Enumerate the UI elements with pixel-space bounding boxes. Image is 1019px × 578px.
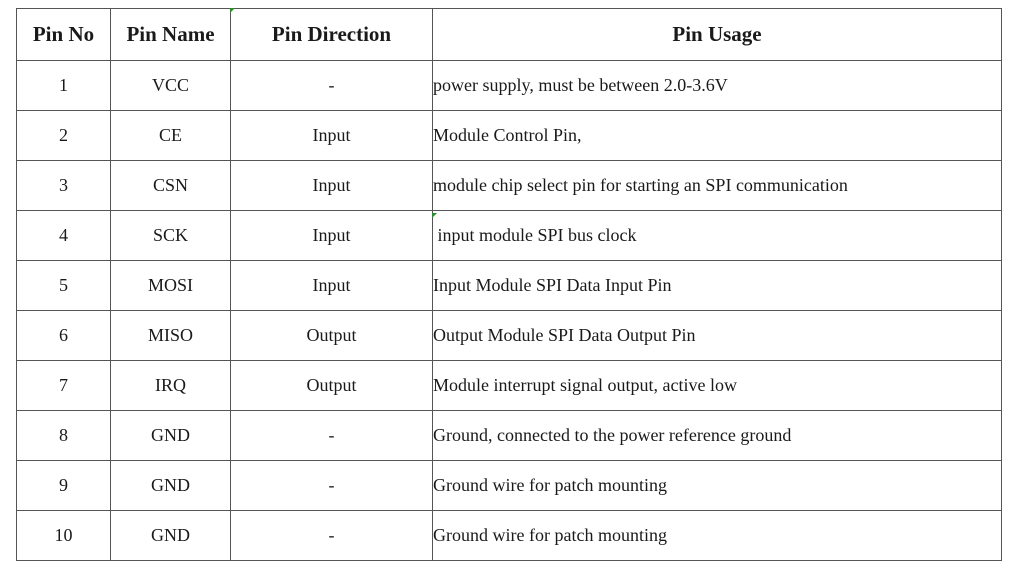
pin-no-cell: 10 xyxy=(17,511,111,561)
pin-direction-cell: Output xyxy=(231,311,433,361)
pin-no-cell: 5 xyxy=(17,261,111,311)
pin-direction-cell: - xyxy=(231,511,433,561)
pin-usage-cell: Output Module SPI Data Output Pin xyxy=(433,311,1002,361)
pin-name-cell: SCK xyxy=(111,211,231,261)
pin-name-cell: VCC xyxy=(111,61,231,111)
pin-table xyxy=(16,8,1002,561)
pin-direction-cell: Input xyxy=(231,211,433,261)
table-row xyxy=(17,311,1002,361)
table-body xyxy=(17,61,1002,561)
pin-no-cell: 9 xyxy=(17,461,111,511)
header-pin-direction: Pin Direction xyxy=(231,9,433,61)
pin-usage-cell: Input Module SPI Data Input Pin xyxy=(433,261,1002,311)
pin-usage-cell: Ground, connected to the power reference ground xyxy=(433,411,1002,461)
pin-name-cell: IRQ xyxy=(111,361,231,411)
pin-usage-cell: Ground wire for patch mounting xyxy=(433,461,1002,511)
pin-name-cell: MISO xyxy=(111,311,231,361)
pin-direction-cell: Input xyxy=(231,161,433,211)
pin-usage-cell: Module Control Pin, xyxy=(433,111,1002,161)
pin-name-cell: GND xyxy=(111,511,231,561)
pin-usage-cell: Module interrupt signal output, active low xyxy=(433,361,1002,411)
table-row xyxy=(17,461,1002,511)
pin-name-cell: MOSI xyxy=(111,261,231,311)
pin-usage-cell: module chip select pin for starting an SPI communication xyxy=(433,161,1002,211)
pin-direction-cell: Output xyxy=(231,361,433,411)
table-row xyxy=(17,111,1002,161)
pin-name-cell: GND xyxy=(111,461,231,511)
table-row xyxy=(17,511,1002,561)
header-pin-name: Pin Name xyxy=(111,9,231,61)
pin-no-cell: 4 xyxy=(17,211,111,261)
pin-direction-cell: Input xyxy=(231,261,433,311)
pin-no-cell: 3 xyxy=(17,161,111,211)
pin-usage-cell: input module SPI bus clock xyxy=(433,211,1002,261)
header-row xyxy=(17,9,1002,61)
pin-name-cell: CSN xyxy=(111,161,231,211)
pin-no-cell: 1 xyxy=(17,61,111,111)
pin-name-cell: GND xyxy=(111,411,231,461)
pin-direction-cell: Input xyxy=(231,111,433,161)
pin-no-cell: 2 xyxy=(17,111,111,161)
pin-usage-cell: power supply, must be between 2.0-3.6V xyxy=(433,61,1002,111)
pin-no-cell: 8 xyxy=(17,411,111,461)
table-row xyxy=(17,61,1002,111)
pin-usage-cell: Ground wire for patch mounting xyxy=(433,511,1002,561)
table-row xyxy=(17,261,1002,311)
pin-direction-cell: - xyxy=(231,461,433,511)
cell-marker-top xyxy=(230,8,235,13)
table-row xyxy=(17,411,1002,461)
table-row xyxy=(17,161,1002,211)
pin-direction-cell: - xyxy=(231,411,433,461)
cell-marker-row4 xyxy=(432,213,437,218)
pin-direction-cell: - xyxy=(231,61,433,111)
pin-no-cell: 6 xyxy=(17,311,111,361)
table-row xyxy=(17,211,1002,261)
table-row xyxy=(17,361,1002,411)
header-pin-usage: Pin Usage xyxy=(433,9,1002,61)
pin-name-cell: CE xyxy=(111,111,231,161)
header-pin-no: Pin No xyxy=(17,9,111,61)
pin-no-cell: 7 xyxy=(17,361,111,411)
